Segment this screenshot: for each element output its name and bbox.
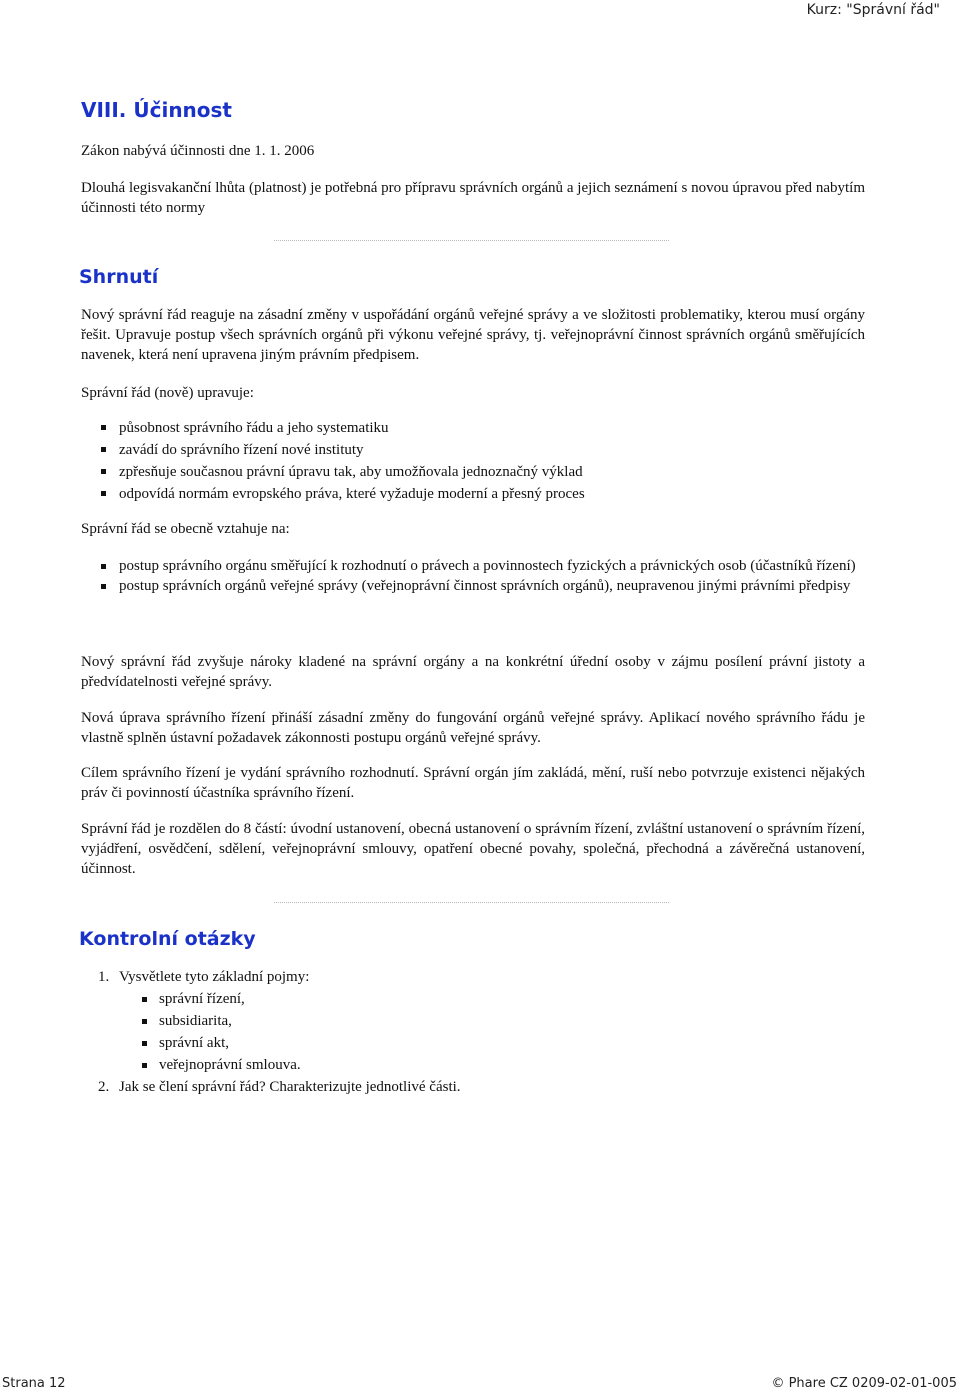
summary-intro: Nový správní řád reaguje na zásadní změny v uspořádání orgánů veřejné správy a ve složitosti problematiky, kterou musí orgány řešit. Upravuje postup všech správních orgánů při výkonu veřejné správy, tj. veřejnoprávní činnost správních orgánů směřujících navenek, která není upravena jiným právním předpisem. — [81, 307, 865, 363]
applies-list — [81, 556, 865, 596]
question-text: Vysvětlete tyto základní pojmy: — [119, 969, 310, 985]
section-title-effect: VIII. Účinnost — [81, 98, 232, 122]
goal-paragraph: Cílem správního řízení je vydání správního rozhodnutí. Správní orgán jím zakládá, mění, ruší nebo potvrzuje existenci nějakých práv či povinností účastníka správního řízení. — [81, 765, 865, 801]
list-item: správní řízení, — [119, 988, 461, 1010]
question-number: 1. — [98, 969, 110, 985]
summary-heading: Shrnutí — [79, 266, 159, 288]
applies-label: Správní řád se obecně vztahuje na: — [81, 521, 290, 537]
square-bullet-icon — [142, 1063, 147, 1068]
square-bullet-icon — [142, 997, 147, 1002]
list-item: postup správního orgánu směřující k rozhodnutí o právech a povinnostech fyzických a právnických osob (účastníků řízení) — [81, 556, 865, 576]
list-item: subsidiarita, — [119, 1010, 461, 1032]
questions-heading: Kontrolní otázky — [79, 928, 256, 950]
section-divider — [274, 902, 669, 903]
parts-paragraph: Správní řád je rozdělen do 8 částí: úvodní ustanovení, obecná ustanovení o správním řízení, zvláštní ustanovení o správním řízení, vyjádření, osvědčení, sdělení, veřejnoprávní smlouvy, opatření obecné povahy, společná, přechodná a závěrečná ustanovení, účinnost. — [81, 821, 865, 877]
list-item: zavádí do správního řízení nové instituty — [81, 439, 865, 461]
question-item — [81, 966, 461, 1076]
regulates-list — [81, 417, 865, 505]
square-bullet-icon — [101, 584, 106, 589]
list-item: odpovídá normám evropského práva, které vyžaduje moderní a přesný proces — [81, 483, 865, 505]
list-item: působnost správního řádu a jeho systematiku — [81, 417, 865, 439]
question-item — [81, 1076, 461, 1098]
vacatio-paragraph: Dlouhá legisvakanční lhůta (platnost) je potřebná pro přípravu správních orgánů a jejich seznámení s novou úpravou před nabytím účinnosti této normy — [81, 180, 865, 216]
copyright-notice: © Phare CZ 0209-02-01-005 — [771, 1376, 957, 1391]
square-bullet-icon — [142, 1019, 147, 1024]
questions-list — [81, 966, 461, 1098]
question-number: 2. — [98, 1079, 110, 1095]
question-text: Jak se člení správní řád? Charakterizujte jednotlivé části. — [119, 1079, 461, 1095]
effective-date-line: Zákon nabývá účinnosti dne 1. 1. 2006 — [81, 143, 315, 159]
list-item: správní akt, — [119, 1032, 461, 1054]
list-item: zpřesňuje současnou právní úpravu tak, aby umožňovala jednoznačný výklad — [81, 461, 865, 483]
demands-paragraph: Nový správní řád zvyšuje nároky kladené na správní orgány a na konkrétní úřední osoby v zájmu posílení právní jistoty a předvídatelnosti veřejné správy. — [81, 654, 865, 690]
list-item: postup správních orgánů veřejné správy (veřejnoprávní činnost správních orgánů), neupravenou jinými právními předpisy — [81, 576, 865, 596]
list-item: veřejnoprávní smlouva. — [119, 1054, 461, 1076]
page-number: Strana 12 — [2, 1376, 66, 1391]
running-header: Kurz: "Správní řád" — [806, 2, 940, 18]
section-divider — [274, 240, 669, 241]
terms-list — [119, 988, 461, 1076]
changes-paragraph: Nová úprava správního řízení přináší zásadní změny do fungování orgánů veřejné správy. Aplikací nového správního řádu je vlastně splněn ústavní požadavek zákonnosti postupu orgánů veřejné správy. — [81, 710, 865, 746]
square-bullet-icon — [101, 447, 106, 452]
square-bullet-icon — [142, 1041, 147, 1046]
regulates-label: Správní řád (nově) upravuje: — [81, 385, 254, 401]
square-bullet-icon — [101, 425, 106, 430]
square-bullet-icon — [101, 491, 106, 496]
square-bullet-icon — [101, 469, 106, 474]
square-bullet-icon — [101, 564, 106, 569]
